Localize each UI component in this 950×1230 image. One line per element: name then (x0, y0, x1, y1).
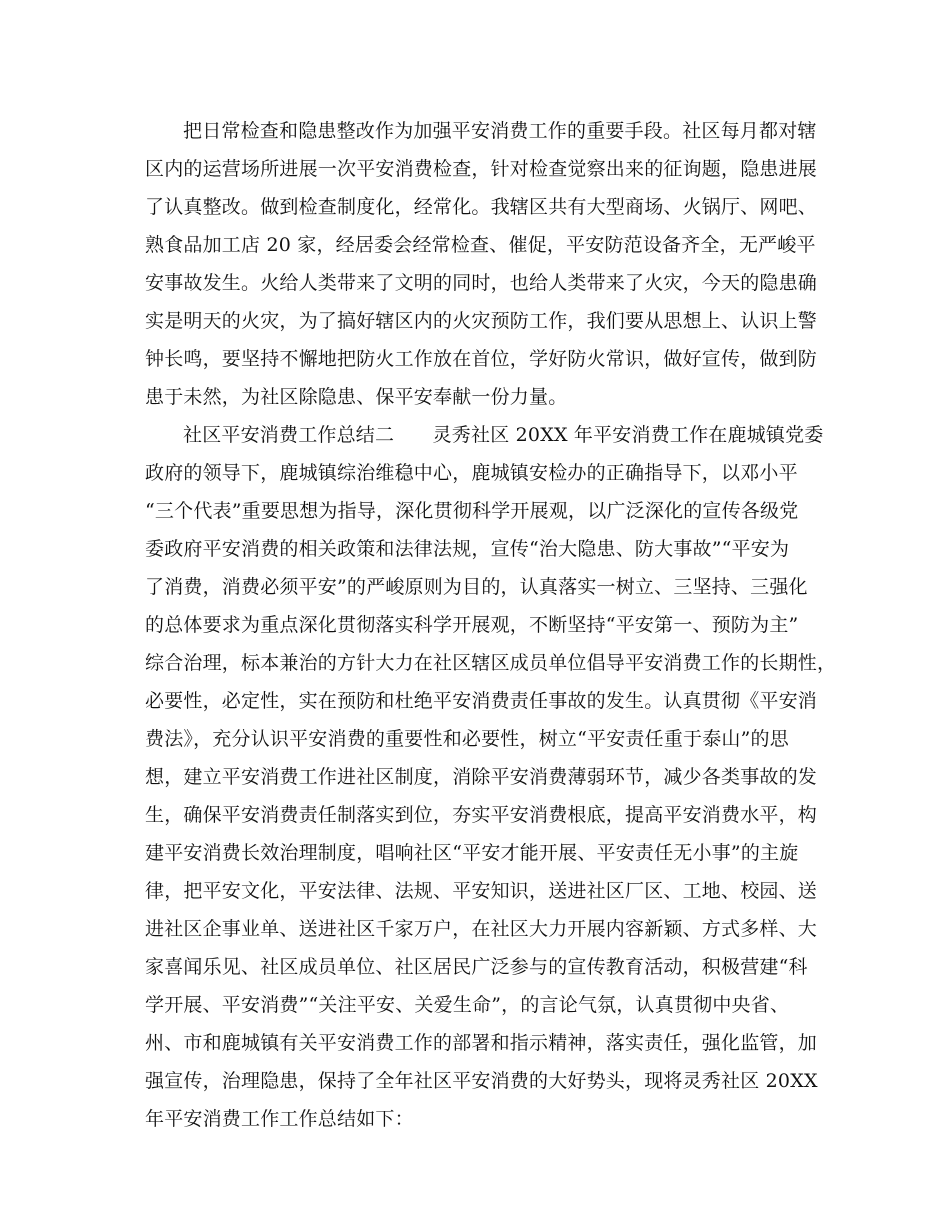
paragraph-1-line-8: 患于未然，为社区除隐患、保平安奉献一份力量。 (145, 386, 568, 408)
paragraph-2-line-6: 的总体要求为重点深化贯彻落实科学开展观，不断坚持“平安第一、预防为主” (145, 614, 799, 636)
paragraph-2-line-19: 年平安消费工作工作总结如下： (145, 1108, 414, 1130)
paragraph-2-line-14: 进社区企事业单、送进社区千家万户，在社区大力开展内容新颖、方式多样、大 (145, 918, 818, 940)
paragraph-2-line-18: 强宣传，治理隐患，保持了全年社区平安消费的大好势头，现将灵秀社区 20XX (145, 1070, 818, 1092)
paragraph-2-line-15: 家喜闻乐见、社区成员单位、社区居民广泛参与的宣传教育活动，积极营建“科 (145, 956, 808, 978)
paragraph-2-line-4: 委政府平安消费的相关政策和法律法规，宣传“治大隐患、防大事故”“平安为 (145, 538, 790, 560)
paragraph-2-line-10: 想，建立平安消费工作进社区制度，消除平安消费薄弱环节，减少各类事故的发 (145, 766, 818, 788)
paragraph-2-line-3: “三个代表”重要思想为指导，深化贯彻科学开展观，以广泛深化的宣传各级党 (145, 500, 799, 522)
paragraph-1-line-1: 把日常检查和隐患整改作为加强平安消费工作的重要手段。社区每月都对辖 (183, 120, 817, 142)
paragraph-2-line-2: 政府的领导下，鹿城镇综治维稳中心，鹿城镇安检办的正确指导下，以邓小平 (145, 462, 798, 484)
paragraph-1-line-3: 了认真整改。做到检查制度化，经常化。我辖区共有大型商场、火锅厅、网吧、 (145, 196, 818, 218)
paragraph-2-line-11: 生，确保平安消费责任制落实到位，夯实平安消费根底，提高平安消费水平，构 (145, 804, 818, 826)
paragraph-2-line-17: 州、市和鹿城镇有关平安消费工作的部署和指示精神，落实责任，强化监管，加 (145, 1032, 818, 1054)
paragraph-2-line-12: 建平安消费长效治理制度，唱响社区“平安才能开展、平安责任无小事”的主旋 (145, 842, 799, 864)
paragraph-2-line-8: 必要性，必定性，实在预防和杜绝平安消费责任事故的发生。认真贯彻《平安消 (145, 690, 818, 712)
paragraph-2-line-7: 综合治理，标本兼治的方针大力在社区辖区成员单位倡导平安消费工作的长期性， (145, 652, 837, 674)
paragraph-1-line-5: 安事故发生。火给人类带来了文明的同时，也给人类带来了火灾，今天的隐患确 (145, 272, 818, 294)
paragraph-1-line-2: 区内的运营场所进展一次平安消费检查，针对检查觉察出来的征询题，隐患进展 (145, 158, 818, 180)
paragraph-1-line-6: 实是明天的火灾，为了搞好辖区内的火灾预防工作，我们要从思想上、认识上警 (145, 310, 818, 332)
paragraph-1-line-7: 钟长鸣，要坚持不懈地把防火工作放在首位，学好防火常识，做好宣传，做到防 (145, 348, 818, 370)
paragraph-2-line-13: 律，把平安文化，平安法律、法规、平安知识，送进社区厂区、工地、校园、送 (145, 880, 818, 902)
paragraph-2-line-9: 费法》，充分认识平安消费的重要性和必要性，树立“平安责任重于泰山”的思 (145, 728, 789, 750)
paragraph-2-line-16: 学开展、平安消费”“关注平安、关爱生命”，的言论气氛，认真贯彻中央省、 (145, 994, 790, 1016)
paragraph-1-line-4: 熟食品加工店 20 家，经居委会经常检查、催促，平安防范设备齐全，无严峻平 (145, 234, 816, 256)
paragraph-2-line-1: 社区平安消费工作总结二 灵秀社区 20XX 年平安消费工作在鹿城镇党委 (183, 424, 824, 446)
paragraph-2-line-5: 了消费，消费必须平安”的严峻原则为目的，认真落实一树立、三坚持、三强化 (145, 576, 808, 598)
